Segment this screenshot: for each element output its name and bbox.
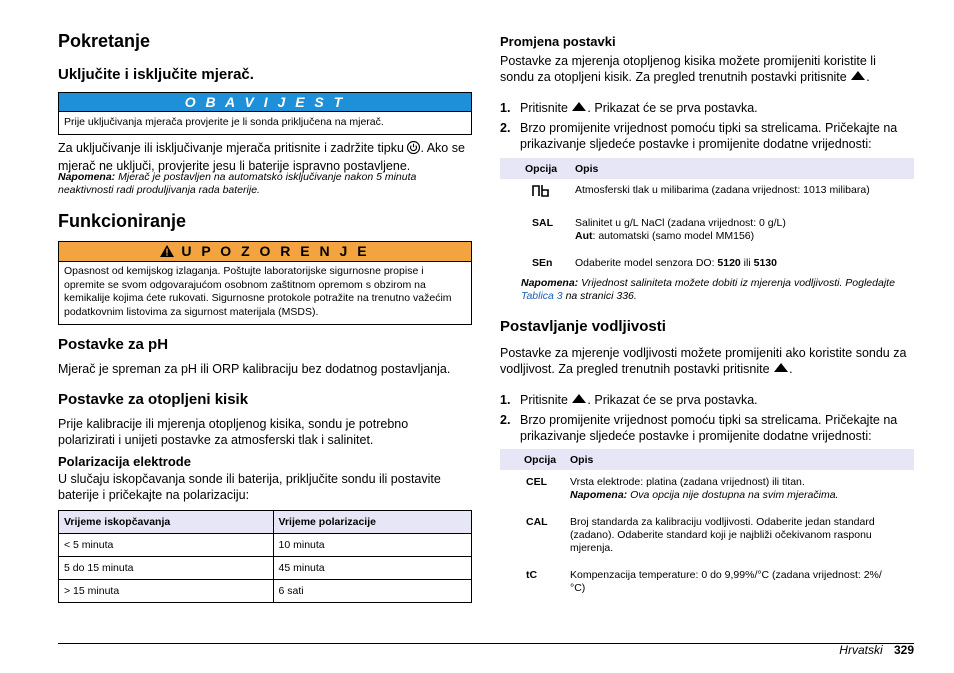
- page-footer: [839, 643, 914, 657]
- warning-header: [59, 242, 471, 262]
- list-item: 1. Pritisnite . Prikazat će se prva postavka.: [500, 101, 758, 115]
- change-settings-text: Postavke za mjerenja otopljenog kisika možete promijeniti koristite li sondu za otopljeni kisik. Za pregled trenutnih postavki pritisnite .: [500, 54, 876, 84]
- page-number: 329: [893, 643, 914, 657]
- footer-divider: [58, 643, 914, 644]
- notice-text: Prije uključivanja mjerača provjerite je li sonda priključena na mjerač.: [64, 116, 384, 128]
- table-row: [500, 209, 914, 249]
- table-header: Opis: [575, 158, 914, 179]
- list-item: 2. Brzo promijenite vrijednost pomoću tipki sa strelicama. Pričekajte na prikazivanje sljedeće postavke i promijenite dodatne vrijednosti:: [500, 121, 898, 151]
- up-arrow-icon: [774, 363, 788, 372]
- conductivity-options-table: [500, 449, 914, 595]
- warning-icon: [160, 243, 174, 261]
- table-cell: Broj standarda za kalibraciju vodljivosti. Odaberite jedan standard (zadano). Odaberite standard koji je najbliži očekivanom rasponu mjerenja.: [570, 516, 875, 554]
- table-cell: CAL: [526, 516, 548, 528]
- table-cell: 5 do 15 minuta: [59, 557, 274, 580]
- table-cell: 45 minuta: [273, 557, 471, 580]
- table-cell: 6 sati: [273, 580, 471, 603]
- table-row: [59, 557, 472, 580]
- footer-language: Hrvatski: [839, 643, 883, 657]
- do-heading: Postavke za otopljeni kisik: [58, 391, 249, 408]
- table-row: [59, 580, 472, 603]
- do-options-table: [500, 158, 914, 279]
- up-arrow-icon: [572, 394, 586, 403]
- table-header: Vrijeme polarizacije: [273, 511, 471, 534]
- table-cell: CEL: [526, 476, 547, 488]
- table-cell: Kompenzacija temperature: 0 do 9,99%/°C (zadana vrijednost: 2%/°C): [570, 569, 882, 594]
- polarization-text: U slučaju iskopčavanja sonde ili baterija, priključite sondu ili postavite baterije i pričekajte na polarizaciju:: [58, 472, 441, 502]
- ph-heading: Postavke za pH: [58, 336, 169, 353]
- section-title-funkcioniranje: Funkcioniranje: [58, 211, 187, 231]
- table-row: [500, 179, 914, 209]
- table-row: [500, 249, 914, 279]
- pb-option-glyph: [500, 179, 575, 209]
- notice-label: O B A V I J E S T: [59, 93, 471, 112]
- table-cell: Salinitet u g/L NaCl (zadana vrijednost: 0 g/L) Aut: automatski (samo model MM156): [575, 217, 786, 242]
- polarization-heading: Polarizacija elektrode: [58, 454, 191, 469]
- table-3-link[interactable]: Tablica 3: [521, 290, 563, 302]
- table-cell: Atmosferski tlak u milibarima (zadana vrijednost: 1013 milibara): [575, 184, 870, 196]
- warning-box: [58, 241, 472, 325]
- section-title-pokretanje: Pokretanje: [58, 31, 151, 51]
- table-cell: tC: [526, 569, 538, 581]
- warning-text: Opasnost od kemijskog izlaganja. Poštujte laboratorijske sigurnosne propise i opremite se svom odgovarajućom osobnom zaštitnom opremom s obzirom na kemikalije kojima ćete rukovati. Sigurnosne protokole potražite na trenutno važećim podatkovnim listovima za sigurnost materijala (MSDS).: [64, 265, 452, 318]
- onoff-heading: Uključite i isključite mjerač.: [58, 66, 254, 83]
- table-cell: Odaberite model senzora DO: 5120 ili 5130: [575, 257, 777, 269]
- polarization-table: [58, 510, 472, 603]
- table-cell: > 15 minuta: [59, 580, 274, 603]
- table-header: Opcija: [500, 449, 570, 470]
- change-settings-heading: Promjena postavki: [500, 34, 616, 49]
- table-header: Opis: [570, 449, 914, 470]
- do-steps: [500, 100, 914, 152]
- table-cell: SEn: [532, 257, 553, 269]
- power-icon: [407, 141, 420, 158]
- pb-segment-icon: [532, 185, 550, 197]
- list-item: 2. Brzo promijenite vrijednost pomoću tipki sa strelicama. Pričekajte na prikazivanje sljedeće postavke i promijenite dodatne vrijednosti:: [500, 413, 898, 443]
- table-cell: SAL: [532, 217, 553, 229]
- up-arrow-icon: [572, 102, 586, 111]
- table-header: Vrijeme iskopčavanja: [59, 511, 274, 534]
- table-row: [500, 510, 914, 564]
- conductivity-steps: [500, 392, 914, 444]
- salinity-note: Napomena: Vrijednost saliniteta možete dobiti iz mjerenja vodljivosti. Pogledajte Tablica 3 na stranici 336.: [521, 277, 895, 302]
- onoff-note: Napomena: Mjerač je postavljen na automatsko isključivanje nakon 5 minuta neaktivnosti radi produljivanja rada baterije.: [58, 171, 417, 196]
- notice-box: [58, 92, 472, 135]
- table-cell: Vrsta elektrode: platina (zadana vrijednost) ili titan. Napomena: Ova opcija nije dostupna na svim mjeračima.: [570, 476, 839, 501]
- onoff-text: Za uključivanje ili isključivanje mjerača pritisnite i zadržite tipku . Ako se mjerač ne uključi, provjerite jesu li baterije ispravno postavljene.: [58, 141, 465, 173]
- table-row: [59, 534, 472, 557]
- table-header: Opcija: [500, 158, 575, 179]
- list-item: 1. Pritisnite . Prikazat će se prva postavka.: [500, 393, 758, 407]
- conductivity-text: Postavke za mjerenje vodljivosti možete promijeniti ako koristite sondu za vodljivost. Za pregled trenutnih postavki pritisnite .: [500, 346, 907, 376]
- conductivity-heading: Postavljanje vodljivosti: [500, 318, 666, 335]
- ph-text: Mjerač je spreman za pH ili ORP kalibraciju bez dodatnog postavljanja.: [58, 362, 451, 376]
- up-arrow-icon: [851, 71, 865, 80]
- table-row: [500, 564, 914, 595]
- table-row: [500, 470, 914, 510]
- warning-label: U P O Z O R E N J E: [181, 243, 370, 259]
- table-cell: < 5 minuta: [59, 534, 274, 557]
- do-text: Prije kalibracije ili mjerenja otopljenog kisika, sondu je potrebno polarizirati i unijeti postavke za atmosferski tlak i salinitet.: [58, 417, 409, 447]
- table-cell: 10 minuta: [273, 534, 471, 557]
